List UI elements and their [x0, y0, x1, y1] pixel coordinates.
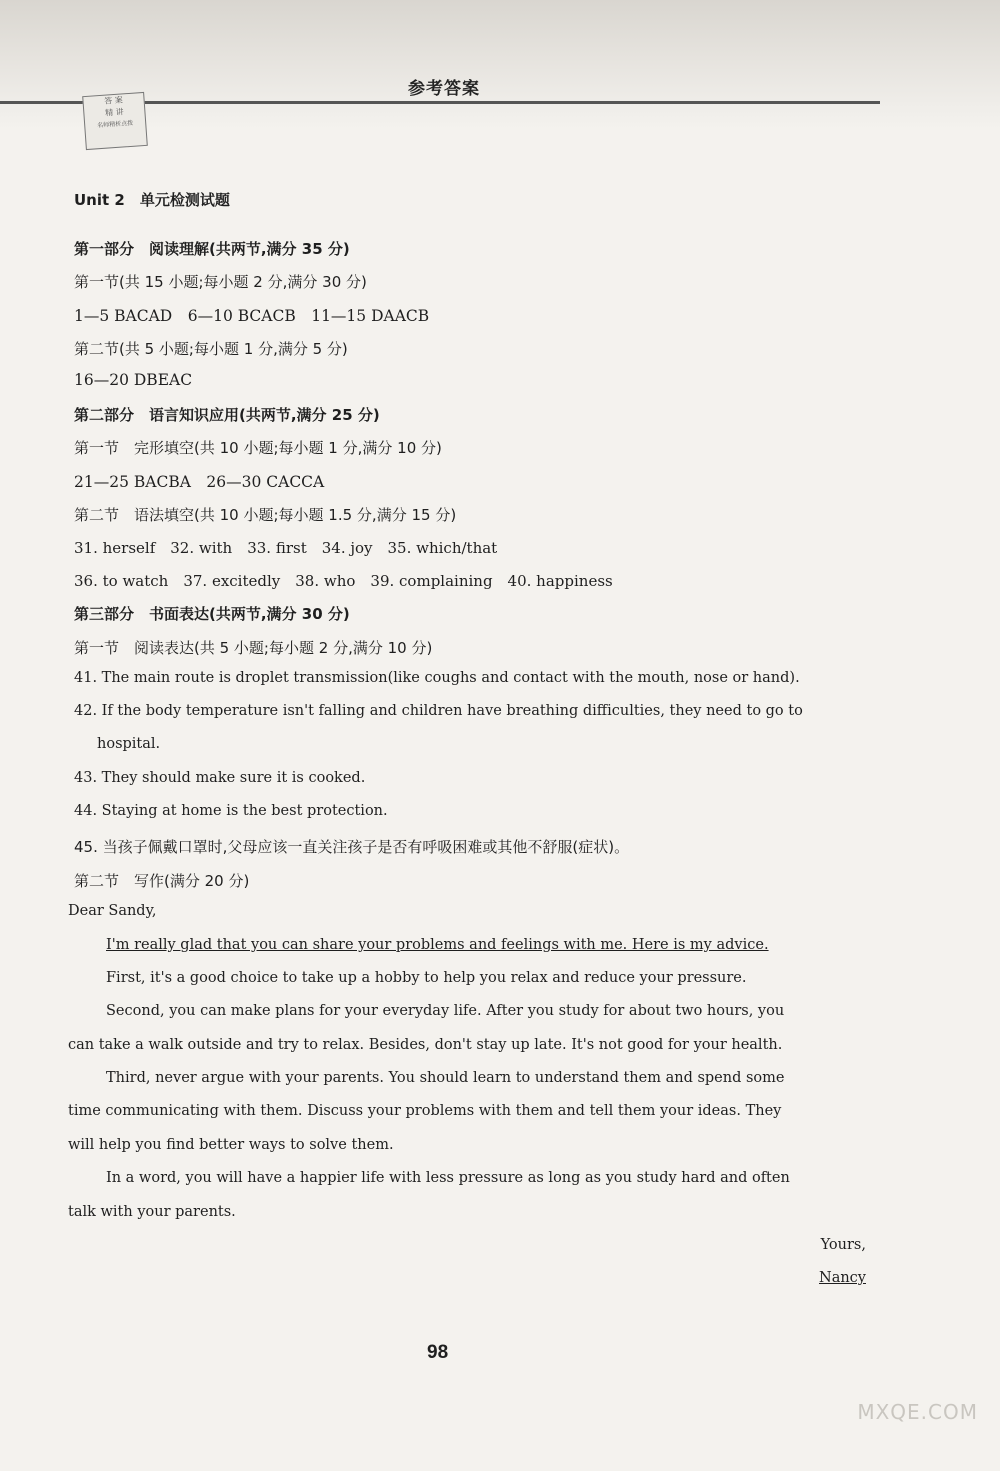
answer-line: 42. If the body temperature isn't falling and children have breathing difficulties, they need to go to: [74, 703, 803, 719]
stamp-line: 答 案: [103, 95, 124, 106]
answer-line: 21—25 BACBA 26—30 CACCA: [74, 473, 325, 491]
subsection-heading: 第一节 阅读表达(共 5 小题;每小题 2 分,满分 10 分): [74, 639, 433, 657]
letter-salutation: Dear Sandy,: [68, 903, 157, 919]
answer-line: 1—5 BACAD 6—10 BCACB 11—15 DAACB: [74, 307, 430, 325]
stamp-line: 名师精析点拨: [97, 119, 134, 130]
letter-paragraph: Second, you can make plans for your everyday life. After you study for about two hours, you: [106, 1003, 785, 1019]
answer-line: 16—20 DBEAC: [74, 371, 193, 389]
letter-paragraph: time communicating with them. Discuss your problems with them and tell them your ideas. They: [68, 1103, 782, 1119]
subsection-heading: 第二节 写作(满分 20 分): [74, 872, 250, 890]
letter-paragraph: will help you find better ways to solve them.: [68, 1137, 394, 1153]
answer-line: 44. Staying at home is the best protection.: [74, 803, 388, 819]
header-title: 参考答案: [408, 79, 480, 99]
letter-closing: Yours,: [820, 1237, 866, 1253]
page-number: 98: [427, 1342, 449, 1363]
letter-paragraph: In a word, you will have a happier life with less pressure as long as you study hard and often: [106, 1170, 790, 1186]
answer-line: hospital.: [97, 736, 161, 752]
section-heading: 第一部分 阅读理解(共两节,满分 35 分): [74, 240, 350, 258]
watermark: MXQE.COM: [857, 1400, 978, 1424]
answer-line: 31. herself 32. with 33. first 34. joy 35. which/that: [74, 539, 498, 557]
subsection-heading: 第一节 完形填空(共 10 小题;每小题 1 分,满分 10 分): [74, 439, 442, 457]
letter-paragraph: I'm really glad that you can share your problems and feelings with me. Here is my advice.: [106, 937, 769, 953]
subsection-heading: 第二节(共 5 小题;每小题 1 分,满分 5 分): [74, 340, 348, 358]
answer-line: 41. The main route is droplet transmission(like coughs and contact with the mouth, nose or hand).: [74, 670, 800, 686]
letter-paragraph: First, it's a good choice to take up a hobby to help you relax and reduce your pressure.: [106, 970, 747, 986]
stamp-line: 精 讲: [104, 107, 124, 118]
section-heading: 第三部分 书面表达(共两节,满分 30 分): [74, 605, 350, 623]
unit-title: Unit 2 单元检测试题: [74, 191, 230, 209]
answer-line: 45. 当孩子佩戴口罩时,父母应该一直关注孩子是否有呼吸困难或其他不舒服(症状)。: [74, 838, 630, 856]
section-heading: 第二部分 语言知识应用(共两节,满分 25 分): [74, 406, 380, 424]
letter-paragraph: talk with your parents.: [68, 1204, 236, 1220]
letter-paragraph: can take a walk outside and try to relax. Besides, don't stay up late. It's not good for your health.: [68, 1037, 783, 1053]
answer-line: 43. They should make sure it is cooked.: [74, 770, 366, 786]
letter-signature: Nancy: [819, 1270, 866, 1286]
answer-line: 36. to watch 37. excitedly 38. who 39. complaining 40. happiness: [74, 572, 613, 590]
subsection-heading: 第一节(共 15 小题;每小题 2 分,满分 30 分): [74, 273, 367, 291]
subsection-heading: 第二节 语法填空(共 10 小题;每小题 1.5 分,满分 15 分): [74, 506, 457, 524]
letter-paragraph: Third, never argue with your parents. You should learn to understand them and spend some: [106, 1070, 785, 1086]
